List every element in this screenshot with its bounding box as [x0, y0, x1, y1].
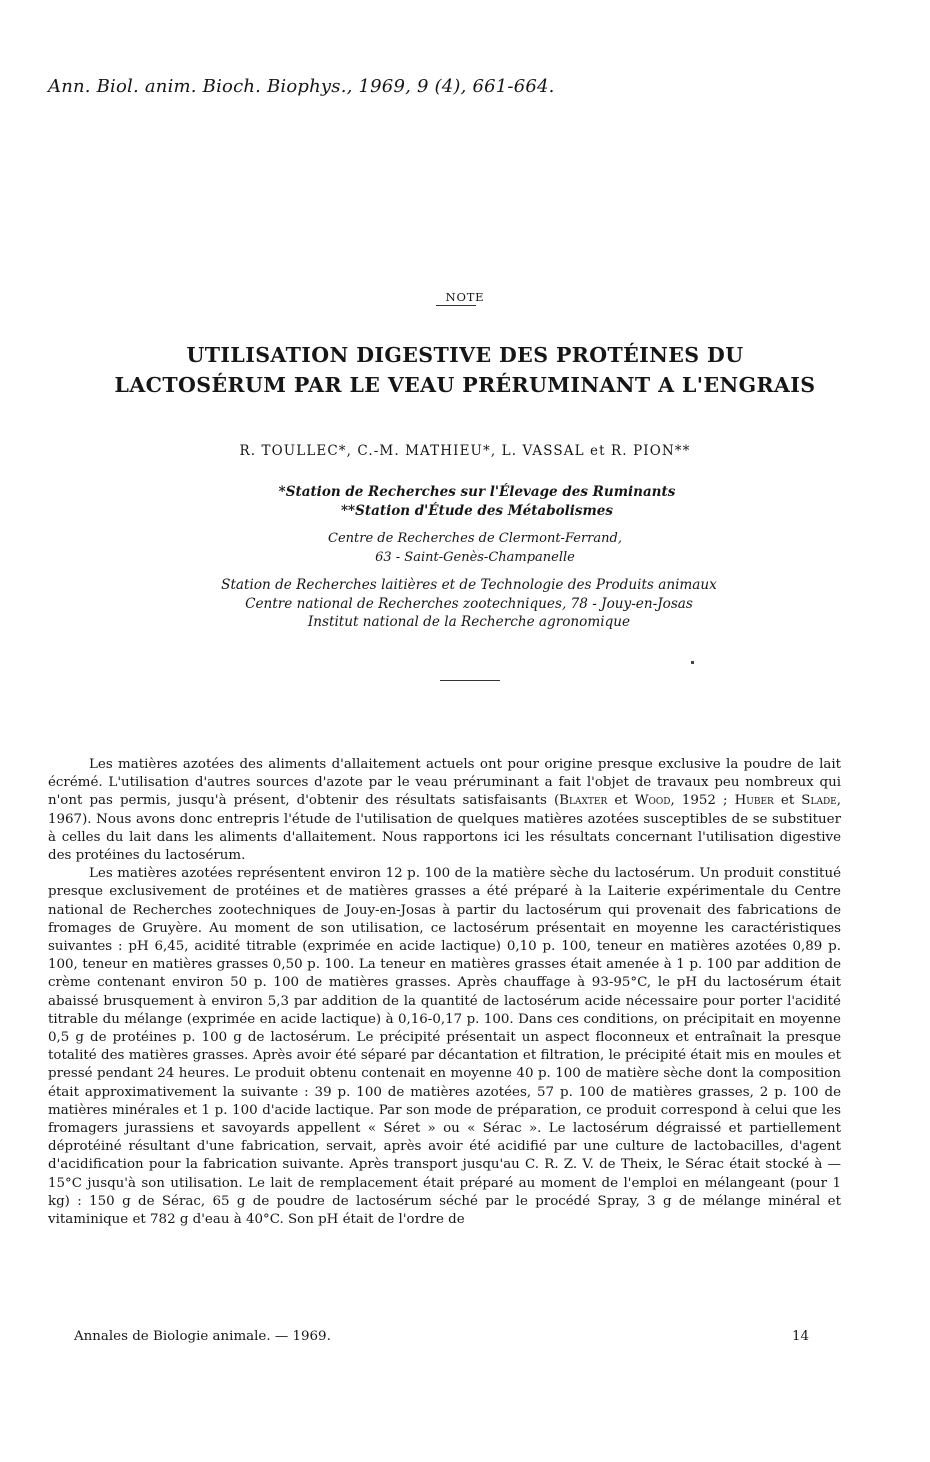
note-underline [436, 305, 476, 306]
affiliation-line: Institut national de la Recherche agronomique [307, 614, 631, 630]
affiliation-line: *Station de Recherches sur l'Élevage des Ruminants [278, 484, 676, 500]
affiliation-group-2 [10, 530, 930, 567]
body-paragraph-2: Les matières azotées représentent environ 12 p. 100 de la matière sèche du lactosérum. Un produit constitué presque exclusivement de protéines et de matières grasses a été préparé à la Laiterie expérimentale du Centre national de Recherches zootechniques de Jouy-en-Josas à partir du lactosérum qui provenait des fabrications de fromages de Gruyère. Au moment de son utilisation, ce lactosérum présentait en moyenne les caractéristiques suivantes : pH 6,45, acidité titrable (exprimée en acide lactique) 0,10 p. 100, teneur en matières azotées 0,89 p. 100, teneur en matières grasses 0,50 p. 100. La teneur en matières grasses était amenée à 1 p. 100 par addition de crème contenant environ 50 p. 100 de matières grasses. Après chauffage à 93-95°C, le pH du lactosérum était abaissé brusquement à environ 5,3 par addition de la quantité de lactosérum acide nécessaire pour porter l'acidité titrable du mélange (exprimée en acide lactique) à 0,16-0,17 p. 100. Dans ces conditions, on précipitait en moyenne 0,5 g de protéines p. 100 g de lactosérum. Le précipité présentait un aspect floconneux et entraînait la presque totalité des matières grasses. Après avoir été séparé par décantation et filtration, le précipité était mis en moules et pressé pendant 24 heures. Le produit obtenu contenait en moyenne 40 p. 100 de matière sèche dont la composition était approximativement la suivante : 39 p. 100 de matières azotées, 57 p. 100 de matières grasses, 2 p. 100 de matières minérales et 1 p. 100 d'acide lactique. Par son mode de préparation, ce produit correspond à celui que les fromagers jurassiens et savoyards appellent « Séret » ou « Sérac ». Le lactosérum dégraissé et partiellement déprotéiné résultant d'une fabrication, servait, après avoir été acidifié par une culture de lactobacilles, d'agent d'acidification pour la fabrication suivante. Après transport jusqu'au C. R. Z. V. de Theix, le Sérac était stocké à — 15°C jusqu'à son utilisation. Le lait de remplacement était préparé au moment de l'emploi en mélangeant (pour 1 kg) : 150 g de Sérac, 65 g de poudre de lactosérum séché par le procédé Spray, 3 g de mélange minéral et vitaminique et 782 g d'eau à 40°C. Son pH était de l'ordre de [48, 866, 841, 1228]
citation-author: Blaxter [559, 793, 608, 809]
text-span: , 1952 ; [670, 793, 735, 809]
title-line-2: LACTOSÉRUM PAR LE VEAU PRÉRUMINANT A L'ENGRAIS [114, 373, 816, 397]
separator-dot [691, 661, 694, 664]
page-number: 14 [792, 1329, 810, 1344]
footer-journal: Annales de Biologie animale. — 1969. [74, 1329, 331, 1344]
article-title [0, 340, 930, 400]
body-paragraph-1 [48, 756, 841, 865]
text-span: , 1967). Nous avons donc entrepris l'étude de l'utilisation de quelques matières azotées susceptibles de se substituer à celles du lait dans les aliments d'allaitement. Nous rapportons ici les résultats concernant l'utilisation digestive des protéines du lactosérum. [48, 793, 841, 864]
affiliation-line: Station de Recherches laitières et de Technologie des Produits animaux [221, 577, 717, 593]
citation-author: Slade [801, 793, 837, 809]
affiliation-line: Centre de Recherches de Clermont-Ferrand, [328, 531, 622, 546]
citation-author: Huber [734, 793, 774, 809]
journal-reference: Ann. Biol. anim. Bioch. Biophys., 1969, 9 (4), 661-664. [48, 76, 555, 97]
section-separator [440, 680, 500, 681]
affiliation-line: 63 - Saint-Genès-Champanelle [375, 549, 575, 565]
citation-author: Wood [634, 793, 671, 809]
note-label: NOTE [445, 290, 485, 304]
text-span: et [607, 793, 635, 809]
title-line-1: UTILISATION DIGESTIVE DES PROTÉINES DU [186, 343, 744, 367]
affiliation-group-3 [4, 576, 930, 632]
text-span: Les matières azotées des aliments d'allaitement actuels ont pour origine presque exclusive la poudre de lait écrémé. L'utilisation d'autres sources d'azote par le veau préruminant a fait l'objet de travaux peu nombreux qui n'ont pas permis, jusqu'à présent, d'obtenir des résultats satisfaisants ( [48, 757, 841, 809]
affiliation-group-1 [12, 483, 930, 520]
text-span: et [773, 793, 802, 809]
affiliation-line: Centre national de Recherches zootechniques, 78 - Jouy-en-Josas [245, 595, 693, 612]
author-list: R. TOULLEC*, C.-M. MATHIEU*, L. VASSAL et R. PION** [239, 443, 691, 459]
article-body [48, 756, 841, 1229]
affiliation-line: **Station d'Étude des Métabolismes [341, 502, 613, 519]
